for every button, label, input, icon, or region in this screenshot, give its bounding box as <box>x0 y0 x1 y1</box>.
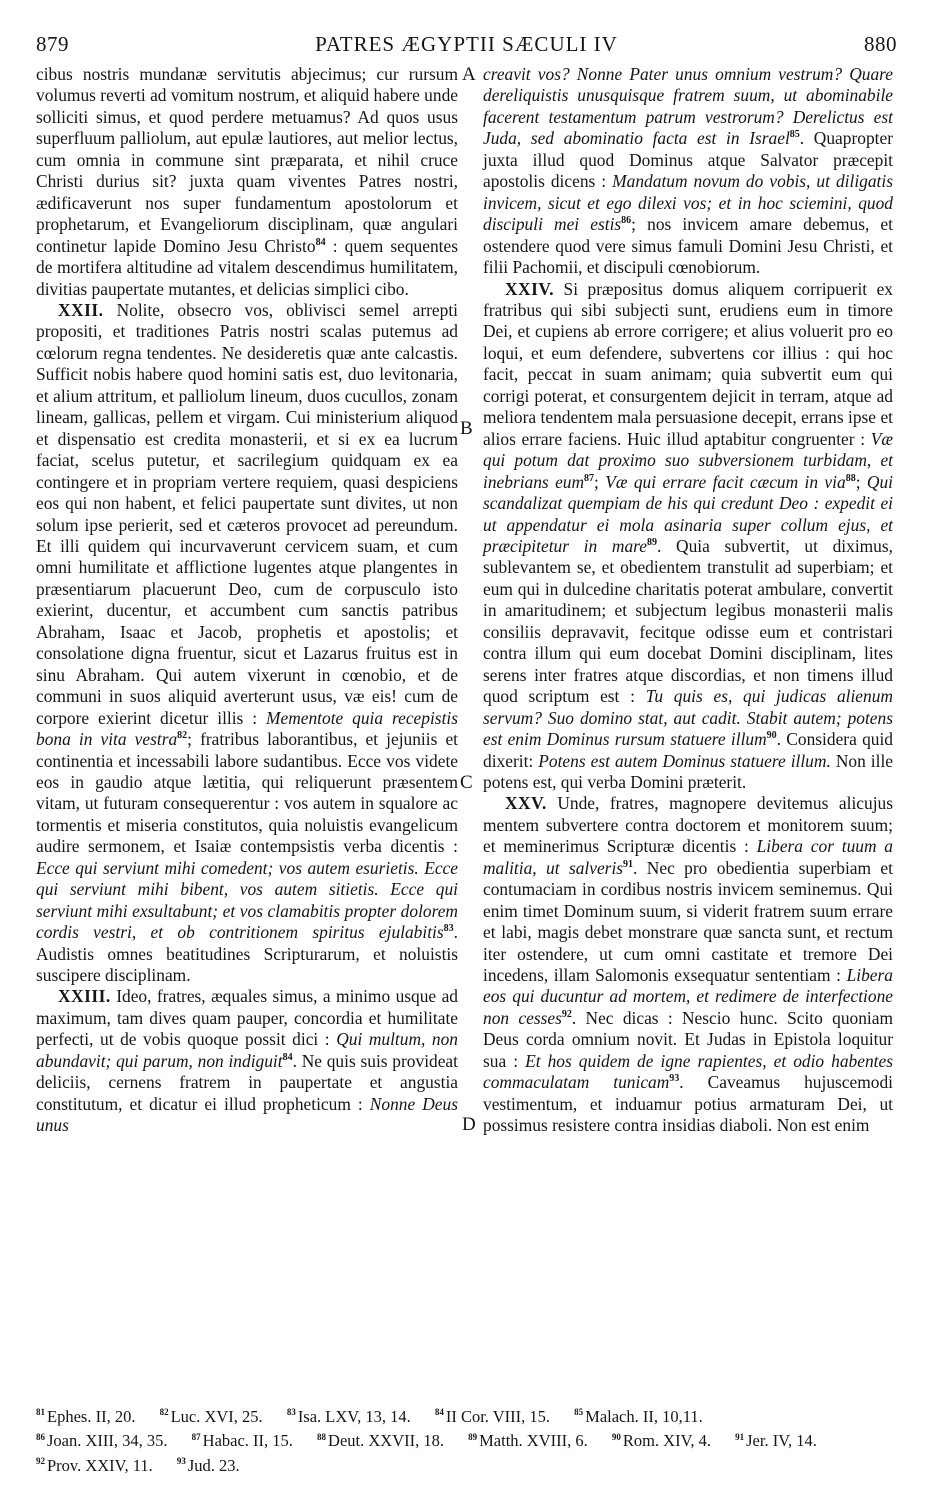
footnote: $^{92}$ Prov. XXIV, 11. <box>36 1455 153 1475</box>
footnote: $^{85}$ Malach. II, 10,11. <box>574 1406 703 1426</box>
footnote-ref: 89 <box>646 537 657 549</box>
footnote-ref: 87 <box>584 472 595 484</box>
section-xxiv: XXIV. Si præpositus domus aliquem corripuerit ex fratribus qui sibi subjecti sunt, erudiens eum in timore Dei, et cupiens ab errore corrigere; et alius voluerit pro eo loqui, et eum defendere, subvertens cor illius : qui hoc facit, peccat in suam animam; quia subvertit eum qui corrigi poterat, et consurgentem dejicit in terram, atque ad meliora tendentem mala persuasione decepit, errans ipse et alios errare faciens. Huic illud aptabitur congruenter : Væ qui potum dat proximo suo subversionem turbidam, et inebrians eum$^{87}$; Væ qui errare facit cæcum in via$^{88}$; Qui scandalizat quempiam de his qui credunt Deo : expedit ei ut appendatur ei mola asinaria super collum ejus, et præcipitetur in mare$^{89}$. Quia subvertit, ut diximus, sublevantem se, et obedientem transtulit ad superbiam; et eum qui in dulcedine charitatis poterat ambulare, convertit in amaritudinem; et subjectum legibus monasterii malis consiliis depravavit, fecitque odisse eum et contristari contra illum qui eum docebat Domini disciplinam, lites serens inter fratres atque discordias, et non timens illud quod scriptum est : Tu quis es, qui judicas alienum servum? Suo domino stat, aut cadit. Stabit autem; potens est enim Dominus rursum statuere illum$^{90}$. Considera quid dixerit: Potens est autem Dominus statuere illum. Non ille potens est, qui verba Domini præterit. <box>483 278 894 792</box>
margin-marker-d: D <box>462 1114 476 1135</box>
section-number: XXIV. <box>505 278 555 299</box>
section-xxiii: XXIII. Ideo, fratres, æquales simus, a minimo usque ad maximum, tam dives quam pauper, concordia et humilitate perfecti, ut de vobis quoque possit dici : Qui multum, non abundavit; qui parum, non indiguit$^{84}$. Ne quis suis provideat deliciis, cernens fratrem in paupertate et angustia constitutum, et dicatur ei illud propheticum : Nonne Deus unus <box>36 986 458 1136</box>
scripture-quote: creavit vos? Nonne Pater unus omnium vestrum? Quare dereliquistis unusquisque fratrem suum, ut abominabile facerent testamentum patrum vestrorum? Derelictus est Juda, sed abominatio facta est in Israel <box>483 64 893 149</box>
footnote-ref: 85 <box>789 129 800 141</box>
footnote: $^{87}$ Habac. II, 15. <box>191 1431 293 1450</box>
footnote: $^{93}$ Jud. 23. <box>176 1455 240 1475</box>
footnote-ref: 86 <box>621 215 632 227</box>
footnotes <box>36 1402 894 1476</box>
scripture-quote: Libera eos qui ducuntur ad mortem, et redimere de interfectione non cesses <box>483 965 893 1028</box>
footnote-ref: 91 <box>623 858 634 870</box>
footnote-line <box>36 1451 894 1476</box>
scripture-quote: Nonne Deus unus <box>36 1093 458 1136</box>
scripture-quote: Væ qui errare facit cæcum in via <box>605 471 846 492</box>
section-number: XXII. <box>58 299 104 320</box>
left-column <box>36 64 458 1137</box>
footnote: $^{91}$ Jer. IV, 14. <box>735 1431 817 1450</box>
margin-marker-b: B <box>460 418 473 439</box>
section-xxii: XXII. Nolite, obsecro vos, oblivisci semel arrepti propositi, et traditiones Patris nostri scalas putemus ad cœlorum regna tendentes. Ne desideretis quæ ante calcastis. Sufficit nobis habere quod homini satis est, duo levitonaria, et alium attritum, et palliolum lineum, duos cucullos, zonam lineam, gallicas, pellem et virgam. Cui ministerium aliquod et dispensatio est credita monasterii, et si ex ea lucrum faciat, scelus putetur, et sacrilegium quidquam ex ea contingere et in propriam vertere requiem, quasi despiciens eos qui non habent, et felici paupertate sunt divites, ut non solum ipse perierit, sed et cæteros provocet ad pereundum. Et illi quidem qui incurvaverunt cervicem suam, et cum omni humilitate et afflictione lugentes atque plangentes in præsentiarum placuerunt Deo, cum de corpusculo isto exierint, ducentur, et accumbent cum sanctis patribus Abraham, Isaac et Jacob, prophetis et apostolis; et consolatione digna fruentur, sicut et Lazarus fruitus est in sinu Abraham. Qui autem vixerunt in cœnobio, et de communi in suos aliquid averterunt usus, væ eis! cum de corpore exierint dicetur illis : Mementote quia recepistis bona in vita vestra$^{82}$; fratribus laborantibus, et jejuniis et continentia et incessabili labore sudantibus. Ecce vos videte eos in gaudio atque lætitia, qui reliquerunt præsentem vitam, ut futuram consequerentur : vos autem in squalore ac tormentis et miseria constitutos, quia noluistis evangelicum audire sermonem, et Isaiæ contempsistis verba dicentis : Ecce qui serviunt mihi comedent; vos autem esurietis. Ecce qui serviunt mihi bibent, vos autem sitietis. Ecce qui serviunt mihi exsultabunt; et vos clamabitis propter dolorem cordis vestri, et ob contritionem spiritus ejulabitis$^{83}$. Audistis omnes beatitudines Scripturarum, et noluistis suscipere disciplinam. <box>36 299 458 986</box>
section-xxv: XXV. Unde, fratres, magnopere devitemus alicujus mentem subvertere contra doctorem et monitorem suum; et meminerimus Scripturæ dicentis : Libera cor tuum a malitia, ut salveris$^{91}$. Nec pro obedientia superbiam et contumaciam in cordibus nostris invicem seminemus. Qui enim timet Dominum suum, si viderit fratrem suum errare et labi, magis debet monstrare quæ sancta sunt, et rectum iter ostendere, ut cum omni castitate et tremore Dei incedens, illam Salomonis exsequatur sententiam : Libera eos qui ducuntur ad mortem, et redimere de interfectione non cesses$^{92}$. Nec dicas : Nescio hunc. Scito quoniam Deus corda omnium novit. Et Judas in Epistola loquitur sua : Et hos quidem de igne rapientes, et odio habentes commaculatam tunicam$^{93}$. Caveamus hujuscemodi vestimentum, et induamur potius armaturam Dei, ut possimus resistere contra insidias diaboli. Non est enim <box>483 793 893 1136</box>
page-number-left: 879 <box>36 32 69 56</box>
footnote: $^{88}$ Deut. XXVII, 18. <box>317 1431 444 1450</box>
footnote-line <box>36 1402 894 1427</box>
footnote-ref: 93 <box>669 1073 680 1085</box>
scripture-quote: Mandatum novum do vobis, ut diligatis invicem, sicut et ego dilexi vos; et in hoc sciemini, quod discipuli mei estis <box>483 171 893 235</box>
margin-marker-a: A <box>462 64 476 85</box>
footnote-ref: 92 <box>561 1009 572 1021</box>
footnote-ref: 88 <box>845 472 856 484</box>
scripture-quote: Mementote quia recepistis bona in vita vestra <box>36 707 458 750</box>
scripture-quote: Libera cor tuum a malitia, ut salveris <box>483 836 893 878</box>
footnote: $^{81}$ Ephes. II, 20. <box>36 1406 136 1426</box>
page-number-right: 880 <box>864 32 897 56</box>
footnote-line <box>36 1427 894 1452</box>
footnote: $^{84}$ II Cor. VIII, 15. <box>434 1406 551 1426</box>
scripture-quote: Qui scandalizat quempiam de his qui credunt Deo : expedit ei ut appendatur ei mola asinaria super collum ejus, et præcipitetur in mare <box>483 471 893 556</box>
footnote-ref: 84 <box>282 1052 293 1064</box>
scripture-quote: Tu quis es, qui judicas alienum servum? Suo domino stat, aut cadit. Stabit autem; potens est enim Dominus rursum statuere illum <box>483 686 893 750</box>
paragraph: cibus nostris mundanæ servitutis abjecimus; cur rursum volumus reverti ad vomitum nostrum, et aliquid habere unde solliciti simus, et quod perdere metuamus? Ad quos usus superfluum palliolum, aut epulæ lautiores, aut melior lectus, cum omnia in commune sint præparata, et nihil cruce Christi durius sit? juxta quam viventes Patres nostri, ædificaverunt nos super fundamentum apostolorum et prophetarum, et Evangeliorum disciplinam, quæ angulari continetur lapide Domino Jesu Christo$^{84}$ : quem sequentes de mortifera altitudine ad vitalem descendimus humilitatem, divitias paupertate mutantes, et delicias simplici cibo. <box>36 64 458 299</box>
scripture-quote: Potens est autem Dominus statuere illum. <box>538 750 831 771</box>
footnote: $^{83}$ Isa. LXV, 13, 14. <box>286 1406 411 1426</box>
footnote: $^{89}$ Matth. XVIII, 6. <box>468 1431 588 1450</box>
running-header <box>36 32 897 62</box>
scripture-quote: Qui multum, non abundavit; qui parum, non indiguit <box>36 1029 458 1071</box>
margin-marker-c: C <box>460 772 473 793</box>
scripture-quote: Et hos quidem de igne rapientes, et odio habentes commaculatam tunicam <box>483 1050 893 1093</box>
footnote-ref: 83 <box>443 923 454 935</box>
section-number: XXV. <box>505 793 547 814</box>
footnote: $^{86}$ Joan. XIII, 34, 35. <box>36 1431 168 1450</box>
scripture-quote: Ecce qui serviunt mihi comedent; vos autem esurietis. Ecce qui serviunt mihi bibent, vos autem sitietis. Ecce qui serviunt mihi exsultabunt; et vos clamabitis propter dolorem cordis vestri, et ob contritionem spiritus ejulabitis <box>36 857 458 943</box>
scripture-quote: Væ qui potum dat proximo suo subversionem turbidam, et inebrians eum <box>483 428 893 492</box>
right-column <box>483 64 893 1137</box>
footnote-ref: 84 <box>315 236 326 248</box>
footnote: $^{90}$ Rom. XIV, 4. <box>611 1431 712 1450</box>
running-title: PATRES ÆGYPTII SÆCULI IV <box>315 32 618 56</box>
section-number: XXIII. <box>58 986 111 1007</box>
footnote-ref: 90 <box>766 730 777 742</box>
footnote: $^{82}$ Luc. XVI, 25. <box>159 1406 263 1426</box>
footnote-ref: 82 <box>177 730 188 742</box>
paragraph: creavit vos? Nonne Pater unus omnium vestrum? Quare dereliquistis unusquisque fratrem suum, ut abominabile facerent testamentum patrum vestrorum? Derelictus est Juda, sed abominatio facta est in Israel$^{85}$. Quapropter juxta illud quod Dominus atque Salvator præcepit apostolis dicens : Mandatum novum do vobis, ut diligatis invicem, sicut et ego dilexi vos; et in hoc sciemini, quod discipuli mei estis$^{86}$; nos invicem amare debemus, et ostendere quod vere simus famuli Domini Jesu Christi, et filii Pachomii, et discipuli cœnobiorum. <box>483 64 893 278</box>
